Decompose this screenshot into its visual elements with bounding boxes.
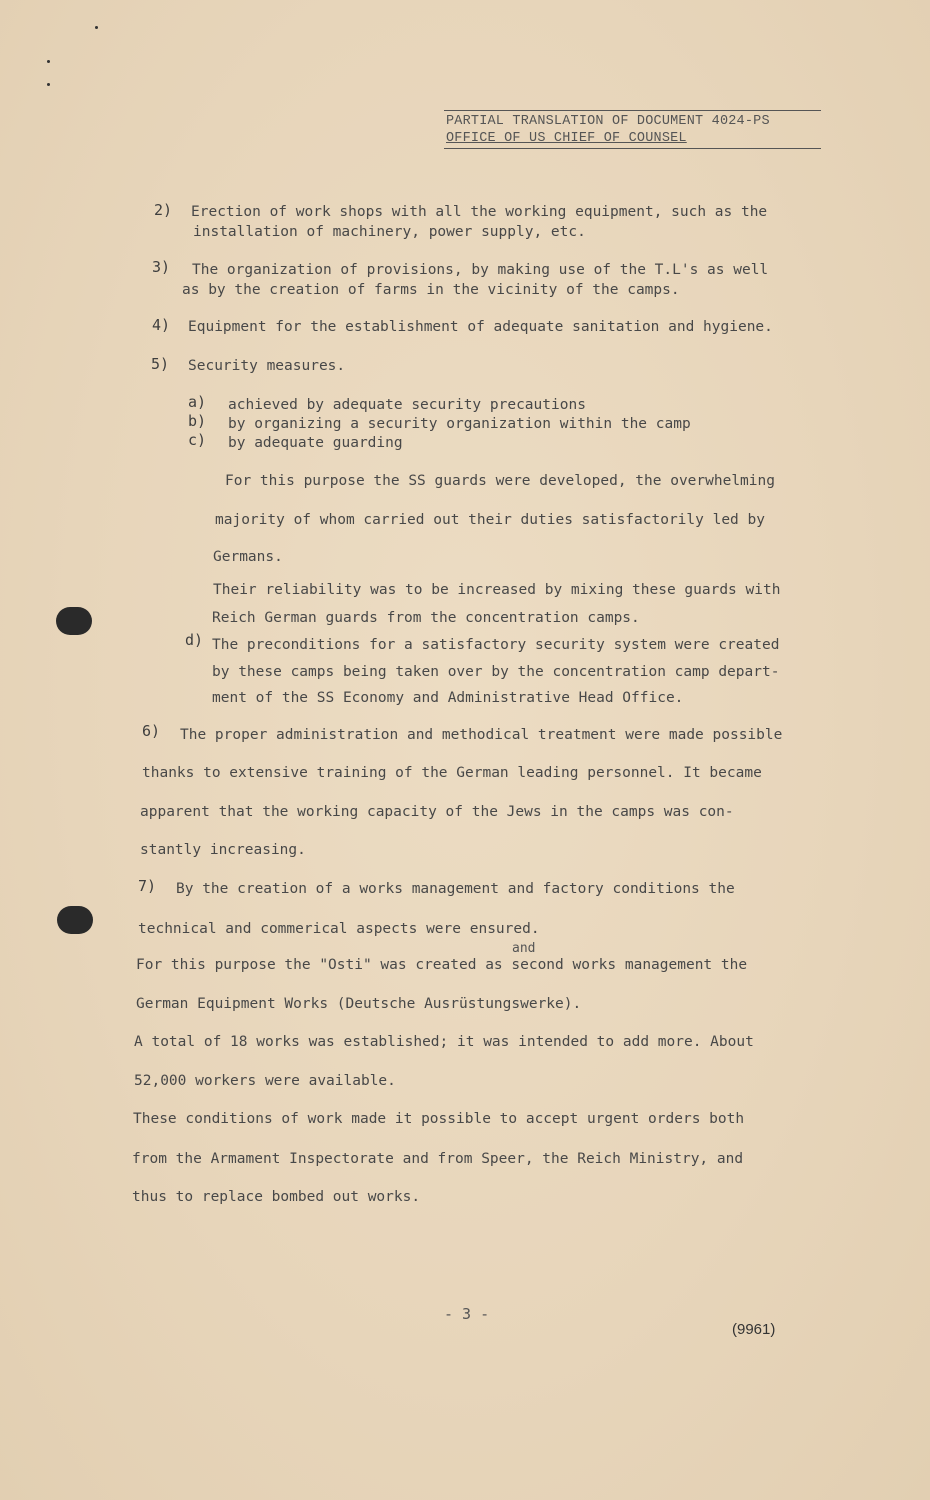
para-reliability-line-1: Their reliability was to be increased by mixing these guards with: [213, 582, 781, 598]
header-title: PARTIAL TRANSLATION OF DOCUMENT 4024-PS: [446, 114, 770, 129]
para-conditions-line-3: thus to replace bombed out works.: [132, 1189, 421, 1205]
item-4-line-1: Equipment for the establishment of adequate sanitation and hygiene.: [188, 319, 773, 335]
sub-d-line-2: by these camps being taken over by the concentration camp depart-: [212, 664, 780, 680]
speck: [47, 60, 50, 63]
para-osti-line-1: For this purpose the "Osti" was created as second works management the: [136, 957, 748, 973]
item-6-line-2: thanks to extensive training of the German leading personnel. It became: [142, 765, 762, 781]
para-guards-line-2: majority of whom carried out their duties satisfactorily led by: [215, 512, 765, 528]
para-works-line-1: A total of 18 works was established; it was intended to add more. About: [134, 1034, 754, 1050]
para-conditions-line-2: from the Armament Inspectorate and from Speer, the Reich Ministry, and: [132, 1151, 744, 1167]
sub-b-letter: b): [188, 412, 207, 430]
para-works-line-2: 52,000 workers were available.: [134, 1073, 396, 1089]
sub-c-text: by adequate guarding: [228, 435, 403, 451]
item-5-line-1: Security measures.: [188, 358, 346, 374]
header-office: OFFICE OF US CHIEF OF COUNSEL: [446, 131, 687, 146]
item-7-line-2: technical and commerical aspects were ensured.: [138, 921, 540, 937]
item-6-line-4: stantly increasing.: [140, 842, 306, 858]
para-osti-line-2: German Equipment Works (Deutsche Ausrüstungswerke).: [136, 996, 582, 1012]
sub-b-text: by organizing a security organization within the camp: [228, 416, 691, 432]
sub-d-letter: d): [185, 631, 204, 649]
sub-c-letter: c): [188, 431, 207, 449]
item-6-line-1: The proper administration and methodical treatment were made possible: [180, 727, 783, 743]
document-code: (9961): [732, 1321, 776, 1338]
item-6-line-3: apparent that the working capacity of the Jews in the camps was con-: [140, 804, 734, 820]
document-header: [444, 110, 821, 149]
speck: [47, 83, 50, 86]
item-6-number: 6): [142, 722, 161, 740]
item-2-line-2: installation of machinery, power supply, etc.: [193, 224, 586, 240]
para-conditions-line-1: These conditions of work made it possible to accept urgent orders both: [133, 1111, 745, 1127]
item-7-number: 7): [138, 877, 157, 895]
sub-a-letter: a): [188, 393, 207, 411]
item-3-number: 3): [152, 258, 171, 276]
para-guards-line-3: Germans.: [213, 549, 283, 565]
sub-d-line-3: ment of the SS Economy and Administrative Head Office.: [212, 690, 684, 706]
page-number: - 3 -: [444, 1305, 490, 1323]
speck: [95, 26, 98, 29]
handwritten-insert: and: [512, 941, 536, 956]
para-guards-line-1: For this purpose the SS guards were developed, the overwhelming: [225, 473, 775, 489]
item-7-line-1: By the creation of a works management and factory conditions the: [176, 881, 735, 897]
sub-d-line-1: The preconditions for a satisfactory security system were created: [212, 637, 780, 653]
item-3-line-2: as by the creation of farms in the vicinity of the camps.: [182, 282, 680, 298]
sub-a-text: achieved by adequate security precautions: [228, 397, 586, 413]
item-5-number: 5): [151, 355, 170, 373]
item-2-number: 2): [154, 201, 173, 219]
item-4-number: 4): [152, 316, 171, 334]
punch-hole-lower: [57, 906, 93, 934]
item-3-line-1: The organization of provisions, by making use of the T.L's as well: [192, 262, 769, 278]
para-reliability-line-2: Reich German guards from the concentration camps.: [212, 610, 640, 626]
punch-hole-upper: [56, 607, 92, 635]
item-2-line-1: Erection of work shops with all the working equipment, such as the: [191, 204, 768, 220]
